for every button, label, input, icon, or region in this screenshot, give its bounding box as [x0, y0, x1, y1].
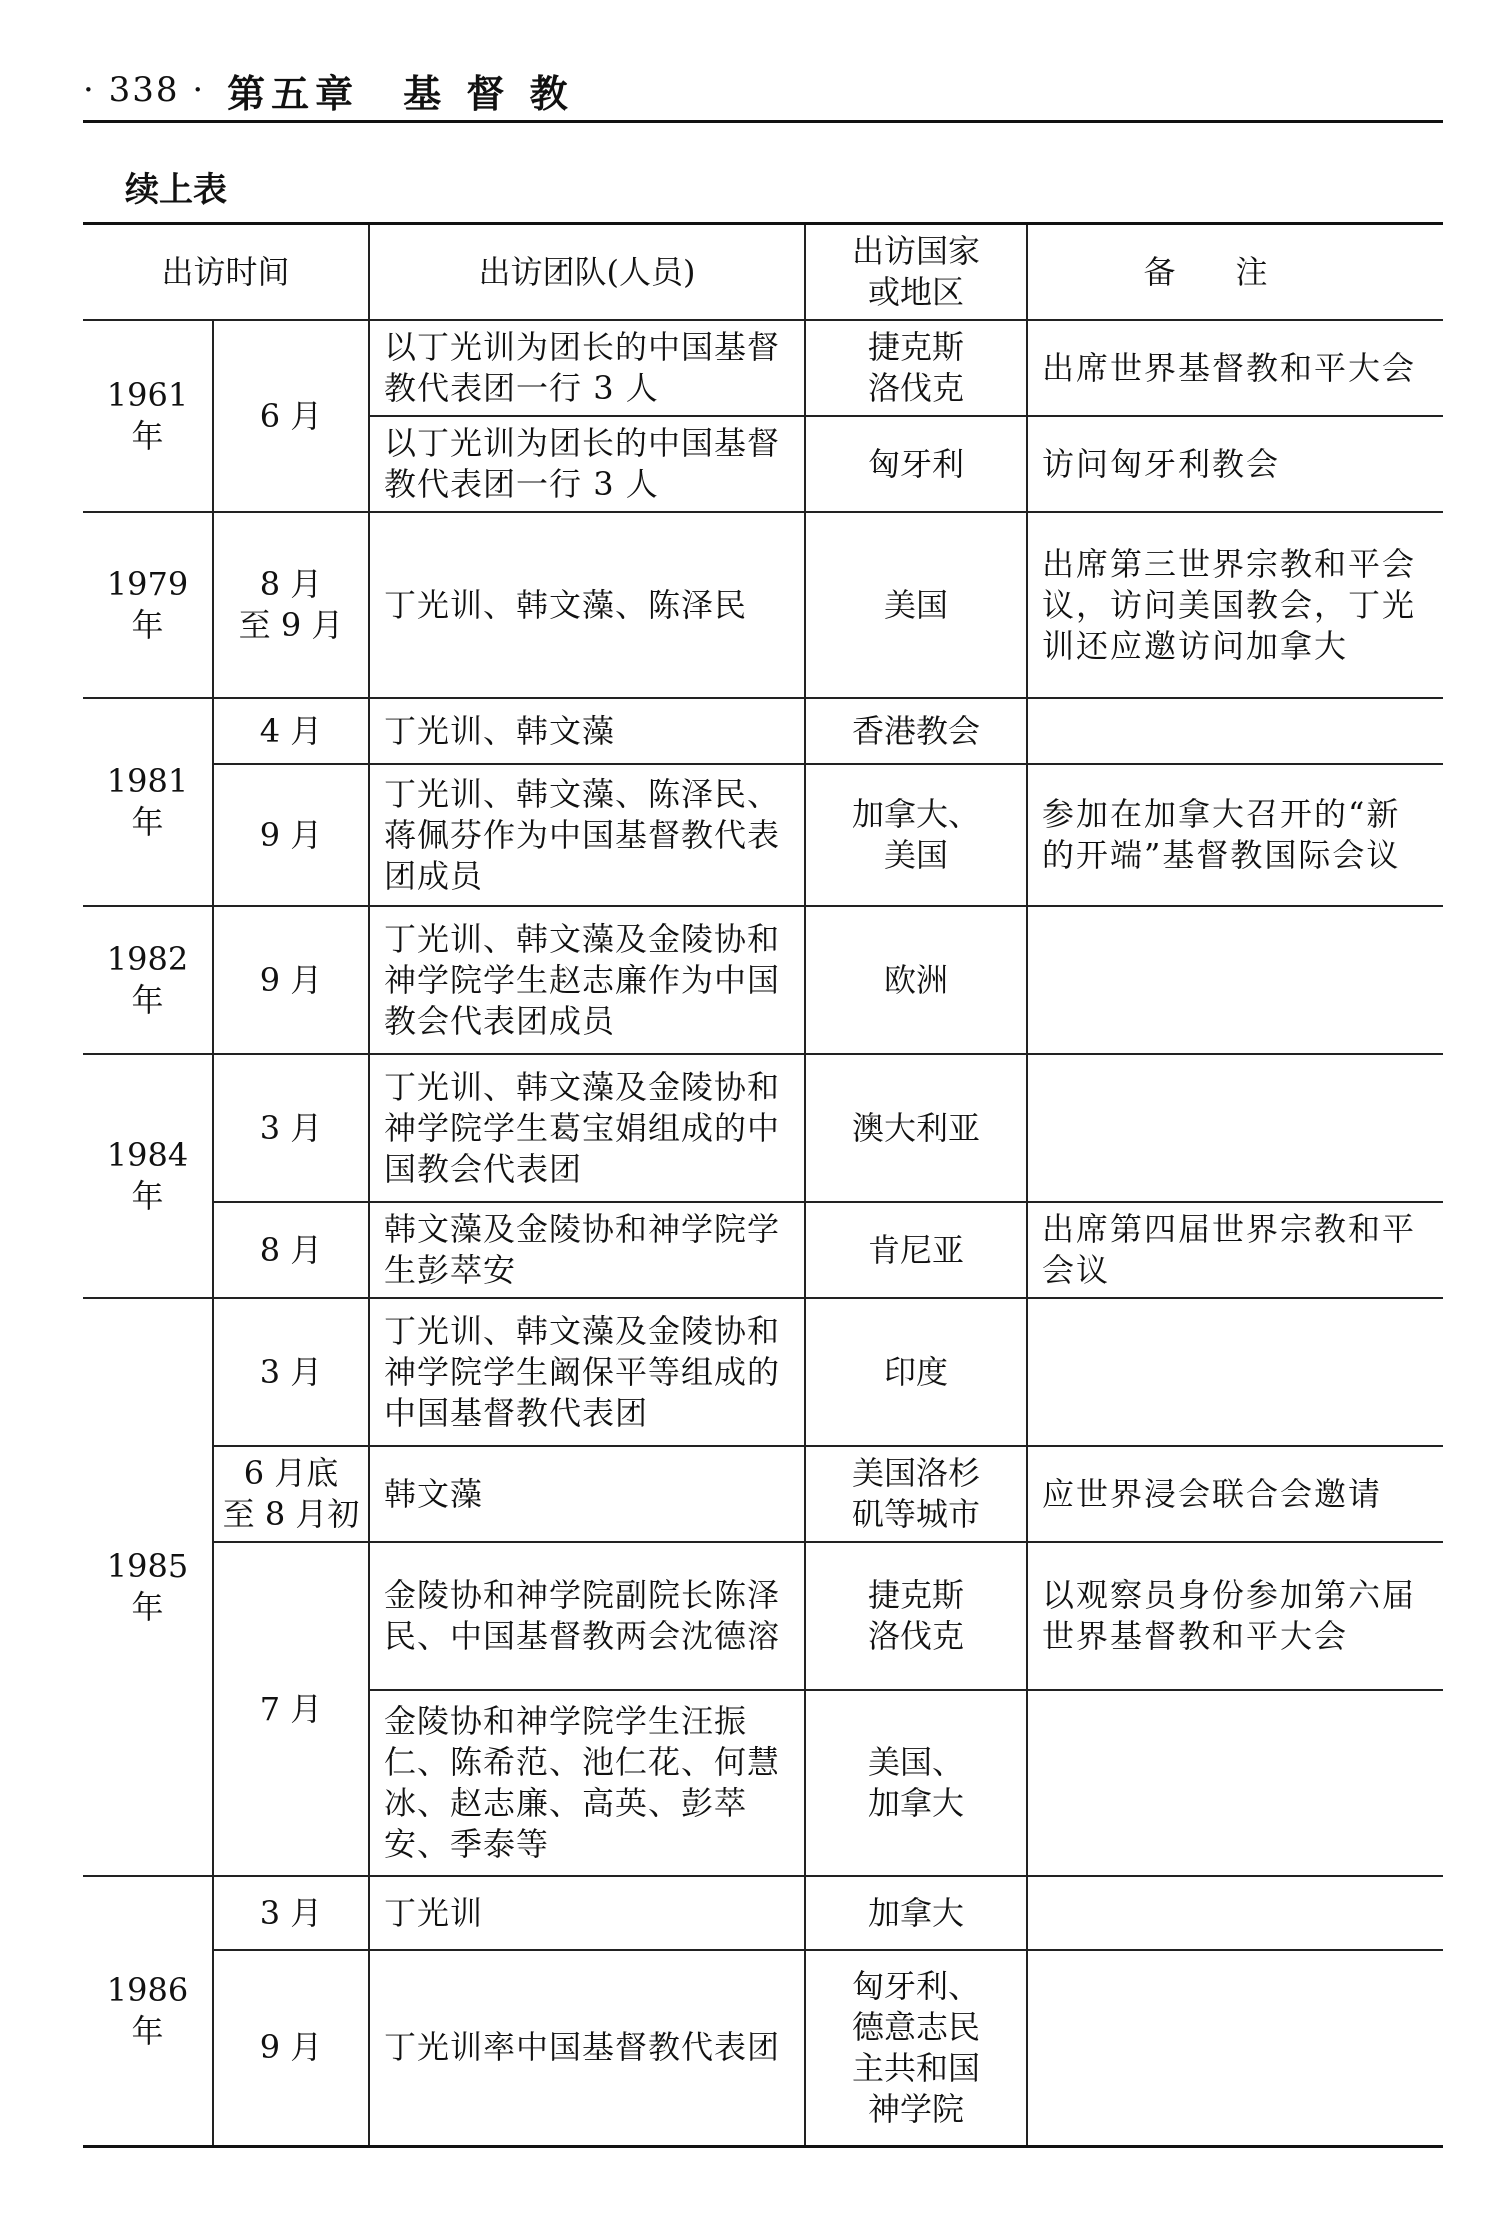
destination-cell: 加拿大、 美国: [805, 764, 1027, 906]
month-cell: 6 月底 至 8 月初: [213, 1446, 369, 1542]
column-header-destination: 出访国家 或地区: [805, 224, 1027, 321]
destination-cell: 美国、 加拿大: [805, 1690, 1027, 1876]
month-cell: 9 月: [213, 764, 369, 906]
column-header-note: [1027, 224, 1443, 321]
destination-cell: 澳大利亚: [805, 1054, 1027, 1202]
note-cell: [1027, 1876, 1443, 1950]
team-cell: 丁光训、韩文藻及金陵协和神学院学生赵志廉作为中国教会代表团成员: [369, 906, 805, 1054]
note-cell: 应世界浸会联合会邀请: [1027, 1446, 1443, 1542]
team-cell: 金陵协和神学院副院长陈泽民、中国基督教两会沈德溶: [369, 1542, 805, 1690]
team-cell: 以丁光训为团长的中国基督教代表团一行 3 人: [369, 416, 805, 512]
destination-cell: 匈牙利: [805, 416, 1027, 512]
team-cell: 韩文藻及金陵协和神学院学生彭萃安: [369, 1202, 805, 1298]
destination-cell: 印度: [805, 1298, 1027, 1446]
team-cell: 丁光训、韩文藻及金陵协和神学院学生葛宝娟组成的中国教会代表团: [369, 1054, 805, 1202]
column-header-note-label: 备注: [1143, 252, 1328, 291]
month-cell: 8 月: [213, 1202, 369, 1298]
month-cell: 4 月: [213, 698, 369, 764]
note-cell: 访问匈牙利教会: [1027, 416, 1443, 512]
destination-cell: 匈牙利、 德意志民 主共和国 神学院: [805, 1950, 1027, 2146]
note-cell: 以观察员身份参加第六届世界基督教和平大会: [1027, 1542, 1443, 1690]
team-cell: 丁光训率中国基督教代表团: [369, 1950, 805, 2146]
team-cell: 以丁光训为团长的中国基督教代表团一行 3 人: [369, 320, 805, 416]
note-cell: 出席世界基督教和平大会: [1027, 320, 1443, 416]
destination-cell: 捷克斯 洛伐克: [805, 1542, 1027, 1690]
table-row: [83, 320, 1443, 416]
month-cell: 3 月: [213, 1876, 369, 1950]
table-row: [83, 764, 1443, 906]
month-cell: 8 月 至 9 月: [213, 512, 369, 698]
year-cell: 1979 年: [83, 512, 213, 698]
table-row: [83, 512, 1443, 698]
page-header: [83, 60, 1443, 123]
year-cell: 1984 年: [83, 1054, 213, 1298]
year-cell: 1981 年: [83, 698, 213, 906]
destination-cell: 美国: [805, 512, 1027, 698]
table-row: [83, 1298, 1443, 1446]
table-row: [83, 1446, 1443, 1542]
team-cell: 丁光训、韩文藻及金陵协和神学院学生阚保平等组成的中国基督教代表团: [369, 1298, 805, 1446]
table-row: [83, 1876, 1443, 1950]
page-number: · 338 ·: [83, 70, 206, 110]
destination-cell: 欧洲: [805, 906, 1027, 1054]
note-cell: [1027, 1950, 1443, 2146]
month-cell: 6 月: [213, 320, 369, 512]
month-cell: 3 月: [213, 1054, 369, 1202]
year-cell: 1961 年: [83, 320, 213, 512]
note-cell: 出席第四届世界宗教和平会议: [1027, 1202, 1443, 1298]
year-cell: 1985 年: [83, 1298, 213, 1876]
month-cell: 9 月: [213, 906, 369, 1054]
chapter-title: 第五章 基 督 教: [227, 71, 574, 116]
month-cell: 3 月: [213, 1298, 369, 1446]
visits-table: [83, 222, 1443, 2148]
month-cell: 9 月: [213, 1950, 369, 2146]
team-cell: 丁光训、韩文藻、陈泽民、蒋佩芬作为中国基督教代表团成员: [369, 764, 805, 906]
note-cell: [1027, 1298, 1443, 1446]
table-header-row: [83, 224, 1443, 321]
year-cell: 1982 年: [83, 906, 213, 1054]
column-header-time: 出访时间: [83, 224, 369, 321]
table-row: [83, 906, 1443, 1054]
table-row: [83, 1054, 1443, 1202]
note-cell: 参加在加拿大召开的“新的开端”基督教国际会议: [1027, 764, 1443, 906]
note-cell: 出席第三世界宗教和平会议，访问美国教会，丁光训还应邀访问加拿大: [1027, 512, 1443, 698]
table-row: [83, 1950, 1443, 2146]
team-cell: 丁光训、韩文藻: [369, 698, 805, 764]
destination-cell: 捷克斯 洛伐克: [805, 320, 1027, 416]
note-cell: [1027, 698, 1443, 764]
note-cell: [1027, 906, 1443, 1054]
table-row: [83, 1542, 1443, 1690]
year-cell: 1986 年: [83, 1876, 213, 2146]
table-row: [83, 698, 1443, 764]
destination-cell: 香港教会: [805, 698, 1027, 764]
destination-cell: 美国洛杉 矶等城市: [805, 1446, 1027, 1542]
month-cell: 7 月: [213, 1542, 369, 1876]
team-cell: 金陵协和神学院学生汪振仁、陈希范、池仁花、何慧冰、赵志廉、高英、彭萃安、季泰等: [369, 1690, 805, 1876]
destination-cell: 加拿大: [805, 1876, 1027, 1950]
team-cell: 韩文藻: [369, 1446, 805, 1542]
destination-cell: 肯尼亚: [805, 1202, 1027, 1298]
table-continuation-label: 续上表: [125, 170, 227, 210]
table-row: [83, 1202, 1443, 1298]
team-cell: 丁光训: [369, 1876, 805, 1950]
team-cell: 丁光训、韩文藻、陈泽民: [369, 512, 805, 698]
column-header-team: 出访团队(人员): [369, 224, 805, 321]
note-cell: [1027, 1054, 1443, 1202]
note-cell: [1027, 1690, 1443, 1876]
